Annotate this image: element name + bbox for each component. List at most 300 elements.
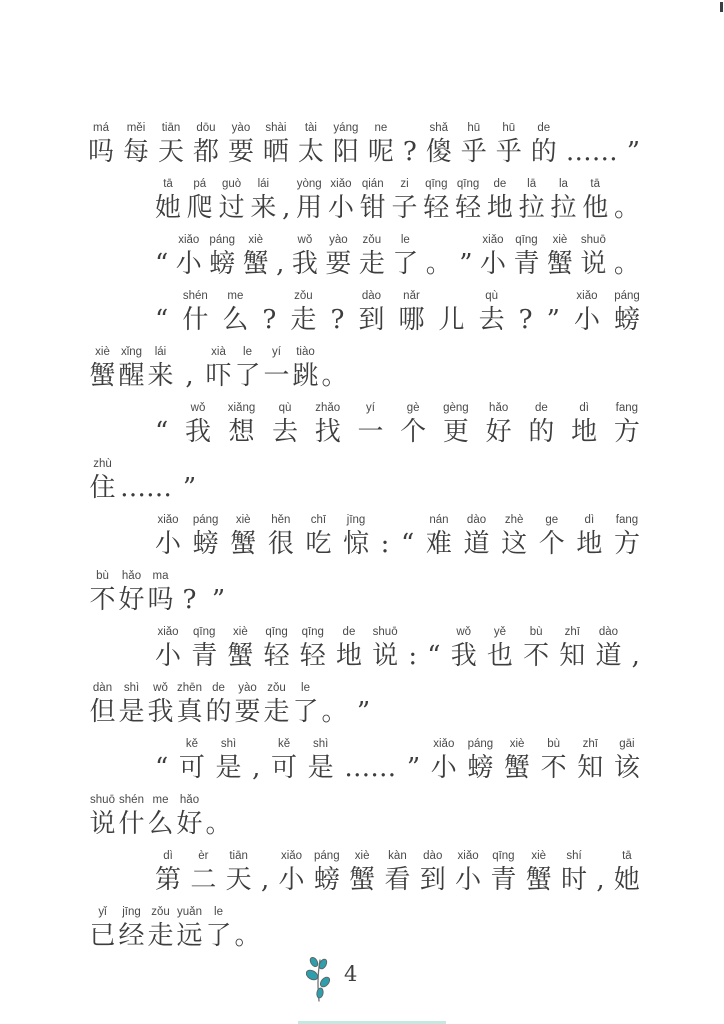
hanzi-character: 看 <box>384 865 411 895</box>
pinyin-annotation: qīng <box>265 626 288 638</box>
ruby-token <box>320 696 349 729</box>
ruby-token <box>204 584 233 617</box>
text-line <box>155 393 640 449</box>
ruby-token <box>513 233 539 281</box>
hanzi-character: 知 <box>577 753 604 783</box>
hanzi-character: 经 <box>118 921 145 951</box>
ruby-token <box>193 121 219 169</box>
pinyin-annotation: hǎo <box>179 794 200 806</box>
hanzi-character: ” <box>356 697 371 727</box>
hanzi-character: 每 <box>122 137 149 167</box>
pinyin-annotation: xiè <box>233 626 248 638</box>
hanzi-character: 轻 <box>263 641 290 671</box>
ruby-token <box>155 513 181 561</box>
pinyin-annotation: bù <box>547 738 561 750</box>
hanzi-character: 了 <box>234 361 261 391</box>
hanzi-character: 说 <box>89 809 116 839</box>
ruby-token <box>531 121 557 169</box>
hanzi-character: 吗 <box>147 585 174 615</box>
hanzi-character: 儿 <box>438 305 465 335</box>
pinyin-annotation: ne <box>374 122 388 134</box>
ruby-token <box>291 345 320 393</box>
ruby-token <box>359 233 385 281</box>
ruby-token <box>451 625 477 673</box>
ruby-token <box>155 416 168 449</box>
page-number: 4 <box>344 962 358 986</box>
text-line <box>155 841 640 897</box>
hanzi-character: , <box>631 641 640 671</box>
hanzi-character: 蟹 <box>504 753 531 783</box>
ruby-token <box>88 457 117 505</box>
ruby-token <box>550 177 576 225</box>
ruby-token <box>439 304 465 337</box>
hanzi-character: “ <box>155 417 169 447</box>
hanzi-character: 乎 <box>495 137 522 167</box>
text-line <box>88 897 640 953</box>
hanzi-character: 一 <box>357 417 384 447</box>
pinyin-annotation: zhè <box>504 514 524 526</box>
pinyin-annotation: dōu <box>196 122 216 134</box>
hanzi-character: 住 <box>89 473 116 503</box>
hanzi-character: 小 <box>278 865 305 895</box>
pinyin-annotation: zi <box>400 178 409 190</box>
ruby-token <box>117 569 146 617</box>
ruby-token <box>175 584 204 617</box>
ruby-token <box>349 696 378 729</box>
pinyin-annotation: de <box>534 402 548 414</box>
pinyin-annotation: zhī <box>564 626 580 638</box>
pinyin-annotation: qīng <box>456 178 480 190</box>
text-line <box>88 449 640 505</box>
ruby-token <box>614 289 640 337</box>
hanzi-character: 轻 <box>423 193 450 223</box>
hanzi-character: 一 <box>263 361 290 391</box>
hanzi-character: 跳 <box>292 361 319 391</box>
pinyin-annotation: xiǎo <box>157 514 179 526</box>
hanzi-character: 用 <box>296 193 323 223</box>
hanzi-character: …… <box>565 137 618 167</box>
hanzi-character: 不 <box>523 641 550 671</box>
hanzi-character: 。 <box>205 809 232 839</box>
hanzi-character: 地 <box>571 417 598 447</box>
text-line <box>155 169 640 225</box>
pinyin-annotation: xiǎo <box>178 234 200 246</box>
ruby-token <box>561 849 587 897</box>
hanzi-character: 吓 <box>205 361 232 391</box>
pinyin-annotation: gāi <box>619 738 635 750</box>
hanzi-character: 的 <box>205 697 232 727</box>
hanzi-character: 了 <box>205 921 232 951</box>
hanzi-character: 轻 <box>299 641 326 671</box>
ruby-token <box>175 681 204 729</box>
hanzi-character: 去 <box>271 417 298 447</box>
hanzi-character: ? <box>330 305 345 335</box>
ruby-token <box>146 681 175 729</box>
text-line <box>155 505 640 561</box>
hanzi-character: 蟹 <box>230 529 257 559</box>
hanzi-character: 已 <box>89 921 116 951</box>
ruby-token <box>219 177 245 225</box>
hanzi-character: ? <box>402 137 417 167</box>
ruby-token <box>547 233 573 281</box>
hanzi-character: ? <box>518 305 533 335</box>
pinyin-annotation: shì <box>220 738 237 750</box>
hanzi-character: 道 <box>595 641 622 671</box>
ruby-token <box>179 737 205 785</box>
hanzi-character: 个 <box>538 529 565 559</box>
ruby-token <box>175 905 204 953</box>
hanzi-character: 。 <box>613 249 640 279</box>
ruby-token <box>320 360 349 393</box>
ruby-token <box>264 625 290 673</box>
pinyin-annotation: tā <box>622 850 632 862</box>
ruby-token <box>595 625 621 673</box>
text-line <box>88 561 640 617</box>
pinyin-annotation: shuō <box>372 626 398 638</box>
hanzi-character: 。 <box>321 697 348 727</box>
hanzi-character: 都 <box>192 137 219 167</box>
hanzi-character: 走 <box>290 305 317 335</box>
ruby-token <box>204 808 233 841</box>
hanzi-character: “ <box>401 529 415 559</box>
pinyin-annotation: tiào <box>296 346 315 358</box>
pinyin-annotation: qù <box>485 290 498 302</box>
hanzi-character: 来 <box>250 193 277 223</box>
ruby-token <box>504 737 530 785</box>
pinyin-annotation: tiān <box>161 122 181 134</box>
pinyin-annotation: zǒu <box>267 682 286 694</box>
ruby-token <box>372 625 398 673</box>
ruby-token <box>175 472 204 505</box>
hanzi-character: 我 <box>291 249 318 279</box>
pinyin-annotation: kě <box>277 738 291 750</box>
pinyin-annotation: dì <box>579 402 589 414</box>
ruby-token <box>261 864 269 897</box>
hanzi-character: : <box>408 641 418 671</box>
ruby-token <box>519 177 545 225</box>
hanzi-character: 道 <box>463 529 490 559</box>
hanzi-character: 到 <box>419 865 446 895</box>
pinyin-annotation: zǒu <box>151 906 170 918</box>
ruby-token <box>292 233 318 281</box>
ruby-token <box>209 233 235 281</box>
pinyin-annotation: kě <box>185 738 198 750</box>
pinyin-annotation: le <box>214 906 223 918</box>
pinyin-annotation: pá <box>193 178 207 190</box>
hanzi-character: 小 <box>430 753 457 783</box>
text-line <box>155 225 640 281</box>
hanzi-character: 地 <box>335 641 362 671</box>
pinyin-annotation: shì <box>123 682 140 694</box>
ruby-token <box>480 233 506 281</box>
pinyin-annotation: jīng <box>122 906 141 918</box>
pinyin-annotation: yào <box>329 234 348 246</box>
hanzi-character: 走 <box>358 249 385 279</box>
pinyin-annotation: gèng <box>443 402 469 414</box>
hanzi-character: …… <box>344 753 397 783</box>
ruby-token <box>330 304 344 337</box>
ruby-token <box>263 121 289 169</box>
pinyin-annotation: xǐng <box>120 346 143 358</box>
hanzi-character: 螃 <box>209 249 236 279</box>
hanzi-character: 什 <box>118 809 145 839</box>
hanzi-character: 去 <box>478 305 505 335</box>
ruby-token <box>614 401 640 449</box>
ruby-token <box>349 849 375 897</box>
scan-artifact-mark <box>720 2 723 12</box>
ruby-token <box>155 849 181 897</box>
hanzi-character: 轻 <box>455 193 482 223</box>
ruby-token <box>146 793 175 841</box>
hanzi-character: 吗 <box>88 137 115 167</box>
ruby-token <box>486 401 512 449</box>
pinyin-annotation: dào <box>423 850 443 862</box>
ruby-token <box>233 681 262 729</box>
pinyin-annotation: me <box>152 794 169 806</box>
pinyin-annotation: yě <box>493 626 506 638</box>
pinyin-annotation: zǒu <box>294 290 313 302</box>
hanzi-character: 醒 <box>118 361 145 391</box>
ruby-token <box>305 513 331 561</box>
hanzi-character: 小 <box>455 865 482 895</box>
hanzi-character: 。 <box>613 193 640 223</box>
hanzi-character: 惊 <box>343 529 370 559</box>
pinyin-annotation: páng <box>209 234 236 246</box>
hanzi-character: , <box>596 865 605 895</box>
ruby-token <box>577 737 603 785</box>
hanzi-character: 我 <box>450 641 477 671</box>
hanzi-character: 可 <box>178 753 205 783</box>
hanzi-character: 小 <box>573 305 600 335</box>
ruby-token <box>398 289 424 337</box>
pinyin-annotation: xiǎo <box>157 626 179 638</box>
ruby-token <box>459 248 472 281</box>
hanzi-character: 哪 <box>398 305 425 335</box>
ruby-token <box>216 737 242 785</box>
hanzi-character: 。 <box>425 249 452 279</box>
ruby-token <box>227 625 253 673</box>
pinyin-annotation: hěn <box>271 514 291 526</box>
pinyin-annotation: de <box>537 122 551 134</box>
ruby-token <box>226 849 252 897</box>
hanzi-character: 蟹 <box>349 865 376 895</box>
pinyin-annotation: tài <box>304 122 317 134</box>
pinyin-annotation: wǒ <box>190 402 206 414</box>
ruby-token <box>526 849 552 897</box>
text-line <box>88 785 640 841</box>
text-line <box>88 113 640 169</box>
hanzi-character: 找 <box>314 417 341 447</box>
hanzi-character: 是 <box>215 753 242 783</box>
pinyin-annotation: qīng <box>301 626 324 638</box>
ruby-token <box>392 233 418 281</box>
ruby-token <box>408 640 417 673</box>
pinyin-annotation: chī <box>310 514 327 526</box>
hanzi-character: 什 <box>182 305 209 335</box>
ruby-token <box>155 752 168 785</box>
ruby-token <box>479 289 505 337</box>
pinyin-annotation: wǒ <box>456 626 472 638</box>
pinyin-annotation: le <box>301 682 310 694</box>
ruby-token <box>467 737 493 785</box>
ruby-token <box>314 849 340 897</box>
pinyin-annotation: xiǎo <box>330 178 352 190</box>
ruby-token <box>358 289 384 337</box>
ruby-token <box>300 625 326 673</box>
pinyin-annotation: zhǎo <box>315 402 341 414</box>
ruby-token <box>291 681 320 729</box>
pinyin-annotation: xiǎo <box>576 290 598 302</box>
hanzi-character: 呢 <box>367 137 394 167</box>
pinyin-annotation: xiè <box>531 850 547 862</box>
hanzi-character: 么 <box>222 305 249 335</box>
story-text <box>88 113 640 953</box>
ruby-token <box>262 304 276 337</box>
ruby-token <box>461 121 487 169</box>
pinyin-annotation: dì <box>163 850 173 862</box>
pinyin-annotation: páng <box>614 290 640 302</box>
hanzi-character: 也 <box>486 641 513 671</box>
ruby-token <box>155 625 181 673</box>
ruby-token <box>191 625 217 673</box>
ruby-token <box>566 136 618 169</box>
hanzi-character: 要 <box>227 137 254 167</box>
pinyin-annotation: ma <box>152 570 169 582</box>
pinyin-annotation: bù <box>96 570 109 582</box>
ruby-token <box>426 248 452 281</box>
hanzi-character: 地 <box>486 193 513 223</box>
pinyin-annotation: kàn <box>388 850 407 862</box>
hanzi-character: , <box>276 249 285 279</box>
hanzi-character: 但 <box>89 697 116 727</box>
hanzi-character: 知 <box>559 641 586 671</box>
hanzi-character: ” <box>406 753 421 783</box>
ruby-token <box>403 136 417 169</box>
ruby-token <box>384 849 410 897</box>
ruby-token <box>401 528 414 561</box>
ruby-token <box>368 121 394 169</box>
pinyin-annotation: xiǎo <box>280 850 303 862</box>
hanzi-character: 小 <box>175 249 202 279</box>
pinyin-annotation: yí <box>272 346 281 358</box>
ruby-token <box>146 569 175 617</box>
ruby-token <box>88 905 117 953</box>
hanzi-character: ? <box>262 305 277 335</box>
pinyin-annotation: dào <box>598 626 619 638</box>
ruby-token <box>175 360 204 393</box>
ruby-token <box>559 625 585 673</box>
hanzi-character: 他 <box>582 193 609 223</box>
text-line <box>155 281 640 337</box>
ruby-token <box>282 192 290 225</box>
pinyin-annotation: ge <box>545 514 559 526</box>
hanzi-character: , <box>282 193 291 223</box>
pinyin-annotation: má <box>93 122 109 134</box>
ruby-token <box>117 681 146 729</box>
ruby-token <box>233 920 262 953</box>
ruby-token <box>243 233 269 281</box>
ruby-token <box>357 401 383 449</box>
pinyin-annotation: yí <box>365 402 375 414</box>
hanzi-character: 她 <box>155 193 182 223</box>
pinyin-annotation: shuō <box>90 794 115 806</box>
hanzi-character: 很 <box>267 529 294 559</box>
hanzi-character: 的 <box>528 417 555 447</box>
hanzi-character: 小 <box>155 641 182 671</box>
ruby-token <box>360 177 386 225</box>
ruby-token <box>185 401 211 449</box>
pinyin-annotation: yòng <box>296 178 322 190</box>
ruby-token <box>276 248 284 281</box>
ruby-token <box>464 513 490 561</box>
ruby-token <box>528 401 554 449</box>
pinyin-annotation: shì <box>312 738 329 750</box>
pinyin-annotation: shài <box>265 122 287 134</box>
pinyin-annotation: tā <box>590 178 600 190</box>
hanzi-character: 该 <box>613 753 640 783</box>
ruby-token <box>392 177 418 225</box>
pinyin-annotation: gè <box>406 402 420 414</box>
hanzi-character: 拉 <box>518 193 545 223</box>
ruby-token <box>158 121 184 169</box>
ruby-token <box>539 513 565 561</box>
ruby-token <box>333 121 359 169</box>
hanzi-character: 二 <box>190 865 217 895</box>
pinyin-annotation: fang <box>615 402 639 414</box>
ruby-token <box>175 793 204 841</box>
hanzi-character: “ <box>155 305 169 335</box>
ruby-token <box>204 345 233 393</box>
hanzi-character: 蟹 <box>525 865 552 895</box>
ruby-token <box>252 752 260 785</box>
hanzi-character: 走 <box>263 697 290 727</box>
pinyin-annotation: měi <box>126 122 146 134</box>
ruby-token <box>541 737 567 785</box>
ruby-token <box>400 401 426 449</box>
ruby-token <box>268 513 294 561</box>
pinyin-annotation: hū <box>467 122 481 134</box>
ruby-token <box>582 177 608 225</box>
ruby-token <box>596 864 604 897</box>
plant-sprig-icon <box>306 954 332 1002</box>
hanzi-character: 爬 <box>186 193 213 223</box>
pinyin-annotation: lái <box>154 346 167 358</box>
hanzi-character: 是 <box>118 697 145 727</box>
hanzi-character: 说 <box>580 249 607 279</box>
pinyin-annotation: de <box>342 626 356 638</box>
pinyin-annotation: shí <box>566 850 582 862</box>
ruby-token <box>233 345 262 393</box>
hanzi-character: 阳 <box>332 137 359 167</box>
hanzi-character: 傻 <box>425 137 452 167</box>
ruby-token <box>88 121 114 169</box>
ruby-token <box>632 640 640 673</box>
hanzi-character: 地 <box>576 529 603 559</box>
hanzi-character: 我 <box>147 697 174 727</box>
hanzi-character: 太 <box>297 137 324 167</box>
hanzi-character: 过 <box>218 193 245 223</box>
hanzi-character: ” <box>459 249 473 279</box>
ruby-token <box>146 345 175 393</box>
pinyin-annotation: yuǎn <box>177 906 202 918</box>
hanzi-character: 方 <box>613 417 640 447</box>
pinyin-annotation: hǎo <box>121 570 142 582</box>
ruby-token <box>426 513 452 561</box>
hanzi-character: 了 <box>292 697 319 727</box>
ruby-token <box>187 177 213 225</box>
hanzi-character: 方 <box>613 529 640 559</box>
hanzi-character: 不 <box>89 585 116 615</box>
